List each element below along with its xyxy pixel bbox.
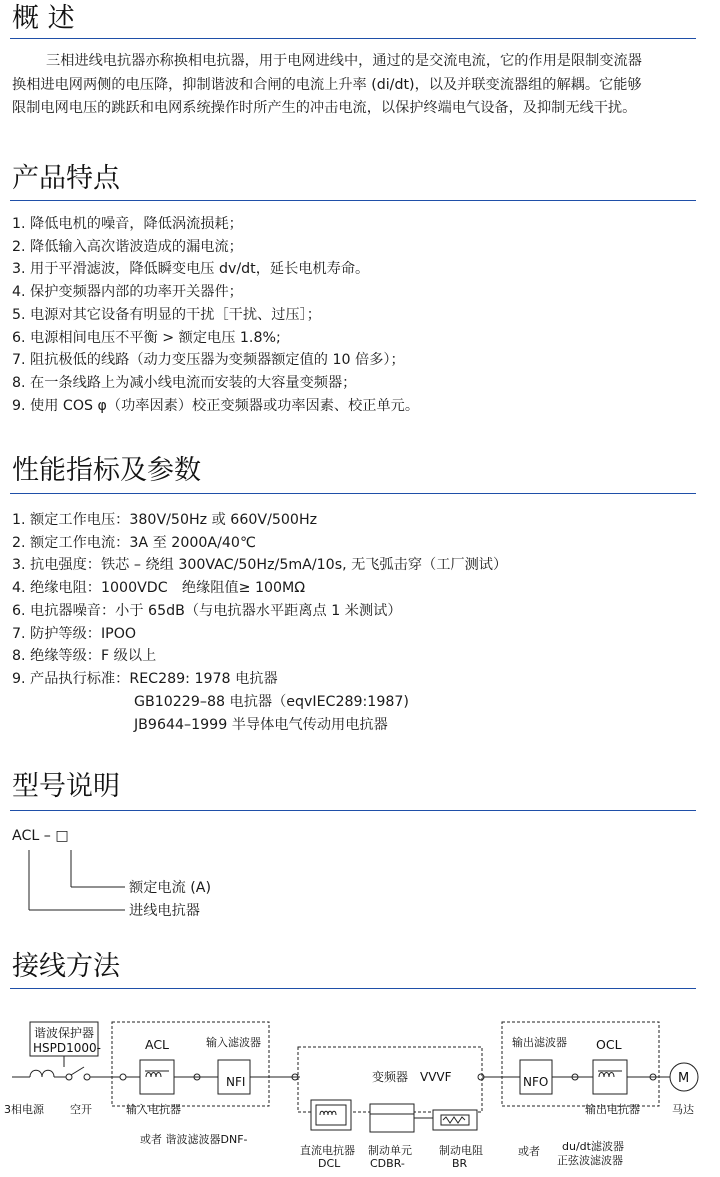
specs-rule xyxy=(10,493,696,494)
wiring-title: 接线方法 xyxy=(12,951,120,982)
overview-line-3: 限制电网电压的跳跃和电网系统操作时所产生的冲击电流，以保护终端电气设备，及抑制无线干扰。 xyxy=(12,100,637,116)
model-rule xyxy=(10,810,696,811)
model-code: ACL – □ xyxy=(12,828,69,844)
or-label: 或者 xyxy=(518,1145,540,1158)
list-item: 5. 电源对其它设备有明显的干扰［干扰、过压］； xyxy=(12,306,321,323)
specs-list xyxy=(12,509,507,691)
model-rated-current-label: 额定电流 (A) xyxy=(129,880,212,896)
nfi-label: NFI xyxy=(226,1075,246,1089)
list-item: 3. 用于平滑滤波，降低瞬变电压 dv/dt，延长电机寿命。 xyxy=(12,261,370,278)
list-item: 7. 防护等级：IPOO xyxy=(12,625,137,642)
ocl-label: OCL xyxy=(596,1037,622,1052)
standard-continued-2: JB9644–1999 半导体电气传动用电抗器 xyxy=(134,717,388,733)
motor-label: 马达 xyxy=(672,1103,694,1116)
list-item: 6. 电源相间电压不平衡 > 额定电压 1.8%; xyxy=(12,329,281,346)
dc-reactor-label: 直流电抗器 xyxy=(300,1144,355,1157)
nfo-label: NFO xyxy=(523,1075,549,1089)
hspd-label: HSPD1000- xyxy=(33,1041,101,1055)
br-label: BR xyxy=(452,1157,468,1170)
list-item: 4. 绝缘电阻：1000VDC 绝缘阻值≥ 100MΩ xyxy=(12,580,306,597)
list-item: 8. 在一条线路上为减小线电流而安装的大容量变频器； xyxy=(12,374,357,391)
standard-continued-1: GB10229–88 电抗器（eqvIEC289:1987) xyxy=(134,694,409,710)
list-item: 4. 保护变频器内部的功率开关器件； xyxy=(12,284,243,301)
output-reactor-label: 输出电抗器 xyxy=(585,1103,640,1116)
model-reactor-label: 进线电抗器 xyxy=(129,903,200,919)
inverter-label: 变频器 VVVF xyxy=(372,1070,452,1084)
list-item: 3. 抗电强度：铁芯 – 绕组 300VAC/50Hz/5mA/10s, 无飞弧击穿（工厂测试） xyxy=(12,557,508,574)
breaker-label: 空开 xyxy=(70,1103,92,1116)
model-title: 型号说明 xyxy=(12,771,120,802)
wiring-diagram xyxy=(0,1000,720,1177)
brake-resistor-label: 制动电阻 xyxy=(439,1144,483,1157)
specs-title: 性能指标及参数 xyxy=(12,455,201,486)
brake-unit-label: 制动单元 xyxy=(368,1144,412,1157)
list-item: 7. 阻抗极低的线路（动力变压器为变频器额定值的 10 倍多）； xyxy=(12,352,405,369)
acl-label: ACL xyxy=(145,1037,170,1052)
features-rule xyxy=(10,200,696,201)
features-list xyxy=(12,213,419,417)
cdbr-label: CDBR- xyxy=(370,1157,405,1170)
motor-symbol: M xyxy=(678,1071,690,1086)
list-item: 8. 绝缘等级：F 级以上 xyxy=(12,648,157,665)
overview-line-2: 换相进电网两侧的电压降，抑制谐波和合闸的电流上升率 (di/dt)，以及并联变流器组的解耦。它能够 xyxy=(12,76,642,93)
overview-rule xyxy=(10,38,696,39)
or-harmonic-filter-label: 或者 谐波滤波器DNF- xyxy=(140,1133,248,1146)
model-diagram xyxy=(0,820,260,930)
list-item: 1. 降低电机的噪音，降低涡流损耗； xyxy=(12,216,243,232)
dcl-label: DCL xyxy=(318,1157,341,1170)
wiring-rule xyxy=(10,988,696,989)
overview-line-1: 三相进线电抗器亦称换相电抗器，用于电网进线中，通过的是交流电流，它的作用是限制变流器 xyxy=(46,53,642,69)
list-item: 2. 额定工作电流：3A 至 2000A/40℃ xyxy=(12,534,256,551)
sine-filter-label: 正弦波滤波器 xyxy=(557,1154,623,1167)
dudt-filter-label: du/dt滤波器 xyxy=(562,1140,624,1153)
output-filter-label: 输出滤波器 xyxy=(512,1036,567,1049)
list-item: 9. 产品执行标准：REC289: 1978 电抗器 xyxy=(12,670,278,687)
harmonic-protector-label: 谐波保护器 xyxy=(34,1026,95,1040)
input-filter-label: 输入滤波器 xyxy=(206,1036,261,1049)
list-item: 1. 额定工作电压：380V/50Hz 或 660V/500Hz xyxy=(12,512,318,528)
features-title: 产品特点 xyxy=(12,163,120,194)
overview-title: 概 述 xyxy=(12,3,75,34)
list-item: 9. 使用 COS φ（功率因素）校正变频器或功率因素、校正单元。 xyxy=(12,397,420,414)
list-item: 6. 电抗器噪音：小于 65dB（与电抗器水平距离点 1 米测试） xyxy=(12,602,402,619)
list-item: 2. 降低输入高次谐波造成的漏电流； xyxy=(12,238,243,255)
overview-paragraph xyxy=(12,50,702,121)
power-label: 3相电源 xyxy=(4,1103,44,1116)
input-reactor-label: 输入电抗器 xyxy=(126,1103,181,1116)
